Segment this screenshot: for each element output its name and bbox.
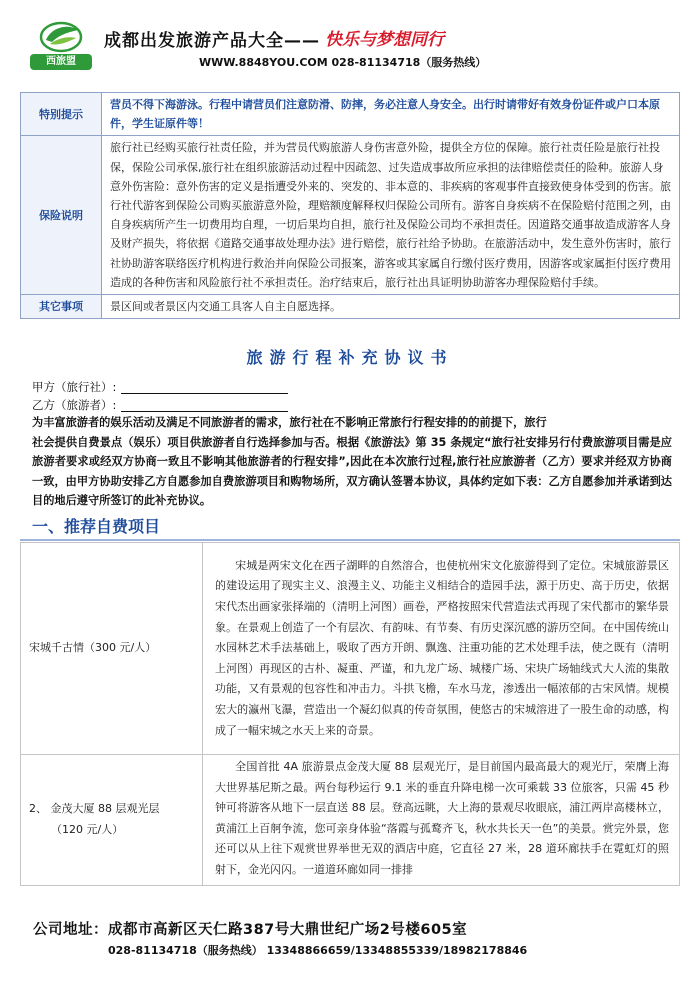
agreement-intro-body: 社会提供自费景点（娱乐）项目供旅游者自行选择参加与否。根据《旅游法》第 35 条规定“旅行社安排另行付费旅游项目需是应旅游者要求或经双方协商一致且不影响其他旅游者的行程安排”,因此在本次旅行过程,旅行社应旅游者（乙方）要求并经双方协商一致，由甲方协助安排乙方自愿参加自费旅游项目和购物场所，双方确认签署本协议，具体约定如下表：乙方自愿参加并承诺到达目的地后遵守所签订的此补充协议。 bbox=[32, 435, 672, 507]
section-divider bbox=[20, 539, 680, 541]
notice-label-special: 特别提示 bbox=[21, 93, 102, 136]
party-a-blank bbox=[121, 393, 288, 394]
project-name bbox=[21, 755, 203, 886]
project-description-text: 宋城是两宋文化在西子湖畔的自然溶合，也使杭州宋文化旅游得到了定位。宋城旅游景区的建设运用了现实主义、浪漫主义、功能主义相结合的造园手法，源于历史、高于历史，依据宋代杰出画家张择端的（清明上河图）画卷，严格按照宋代营造法式再现了宋代都市的繁华景象。在景观上创造了一个有层次、有韵味、有节奏、有历史深沉感的游历空间。在中国传统山水园林艺术手法基础上，吸取了西方开朗、飘逸、注重功能的艺术处理手法，使之既有（清明上河图）再现区的古朴、凝重、严谨，和九龙广场、城楼广场、宋块广场轴线式大人流的集散功能，又有景观的包容性和冲击力。斗拱飞檐，车水马龙，渗透出一幅浓郁的古宋风情。规模宏大的瀛州飞瀑，营造出一个凝幻似真的传奇氛围，使悠古的宋城溶进了一股生命的动感，构成了一幅宋城之水天上来的奇景。 bbox=[215, 558, 669, 737]
project-row bbox=[21, 755, 680, 886]
section-heading: 一、推荐自费项目 bbox=[32, 517, 161, 536]
project-name-text: 宋城千古情（300 元/人） bbox=[29, 641, 157, 655]
notice-text-other: 景区间或者景区内交通工具客人自主自愿选择。 bbox=[102, 295, 680, 319]
page-header bbox=[0, 0, 700, 90]
notice-text-insurance: 旅行社已经购买旅行社责任险，并为营员代购旅游人身伤害意外险，提供全方位的保障。旅行社责任险是旅行社投保，保险公司承保,旅行社在组织旅游活动过程中因疏忽、过失造成事故所应承担的法律赔偿责任的险种。旅游人身意外伤害险：意外伤害的定义是指遭受外来的、突发的、非本意的、非疾病的客观事件直接致使身体受到的伤害。旅行社代游客到保险公司购买旅游意外险，理赔额度解释权归保险公司所有。游客自身疾病不在保险赔付范围之列，由自身疾病所产生一切费用均自理，一切后果均自担，旅行社及保险公司均不承担责任。因道路交通事故造成游客人身及财产损失，将依据《道路交通事故处理办法》进行赔偿，旅行社给予协助。在旅游活动中，发生意外伤害时，旅行社协助游客联络医疗机构进行救治并向保险公司报案，游客或其家属自行缴付医疗费用，因游客或家属拒付医疗费用造成的各种伤害和风险旅行社不承担责任。治疗结束后，旅行社出具证明协助游客办理保险赔付手续。 bbox=[102, 136, 680, 295]
project-description bbox=[203, 543, 680, 755]
company-logo bbox=[30, 20, 92, 72]
header-slogan: 快乐与梦想同行 bbox=[325, 30, 444, 50]
logo-text: 西旅盟 bbox=[30, 54, 92, 70]
project-name-text: 2、 金茂大厦 88 层观光层 bbox=[29, 802, 160, 816]
projects-table bbox=[20, 542, 680, 886]
project-row bbox=[21, 543, 680, 755]
notice-row-insurance bbox=[21, 136, 680, 295]
project-name bbox=[21, 543, 203, 755]
notice-table bbox=[20, 92, 680, 319]
project-description-text: 全国首批 4A 旅游景点金茂大厦 88 层观光厅，是目前国内最高最大的观光厅，荣膺上海大世界基尼斯之最。两台每秒运行 9.1 米的垂直升降电梯一次可乘载 33 位旅客，只需 45 秒钟可将游客从地下一层直送 88 层。登高远眺，大上海的景观尽收眼底，浦江两岸高楼林立，黄浦江上百舸争流，您可亲身体验“落霞与孤鹜齐飞，秋水共长天一色”的美景。赏完外景，您还可以从上往下观赏世界举世无双的酒店中庭，它直径 27 米，28 道环廊扶手在霓虹灯的照射下，金光闪闪。一道道环廊如同一排排 bbox=[215, 760, 669, 876]
header-title: 成都出发旅游产品大全—— bbox=[104, 31, 320, 51]
notice-row-other bbox=[21, 295, 680, 319]
party-b-label: 乙方（旅游者）: bbox=[32, 398, 117, 412]
notice-row-special bbox=[21, 93, 680, 136]
notice-label-other: 其它事项 bbox=[21, 295, 102, 319]
agreement-intro-line1: 为丰富旅游者的娱乐活动及满足不同旅游者的需求，旅行社在不影响正常旅行行程安排的的前提下，旅行 bbox=[32, 416, 547, 429]
project-description bbox=[203, 755, 680, 886]
agreement-intro bbox=[32, 413, 672, 511]
agreement-title: 旅游行程补充协议书 bbox=[246, 348, 454, 367]
party-b-blank bbox=[121, 411, 288, 412]
notice-text-special: 营员不得下海游泳。行程中请营员们注意防滑、防摔，务必注意人身安全。出行时请带好有效身份证件或户口本原件，学生证原件等！ bbox=[102, 93, 680, 136]
party-a-label: 甲方（旅行社）: bbox=[32, 380, 117, 394]
notice-label-insurance: 保险说明 bbox=[21, 136, 102, 295]
project-price-text: （120 元/人） bbox=[51, 823, 124, 836]
header-contact: WWW.8848YOU.COM 028-81134718（服务热线） bbox=[199, 56, 487, 69]
footer-phones: 028-81134718（服务热线） 13348866659/13348855339/18982178846 bbox=[108, 944, 528, 957]
leaf-logo-icon bbox=[30, 20, 92, 56]
footer-address: 公司地址：成都市高新区天仁路387号大鼎世纪广场2号楼605室 bbox=[33, 922, 468, 938]
